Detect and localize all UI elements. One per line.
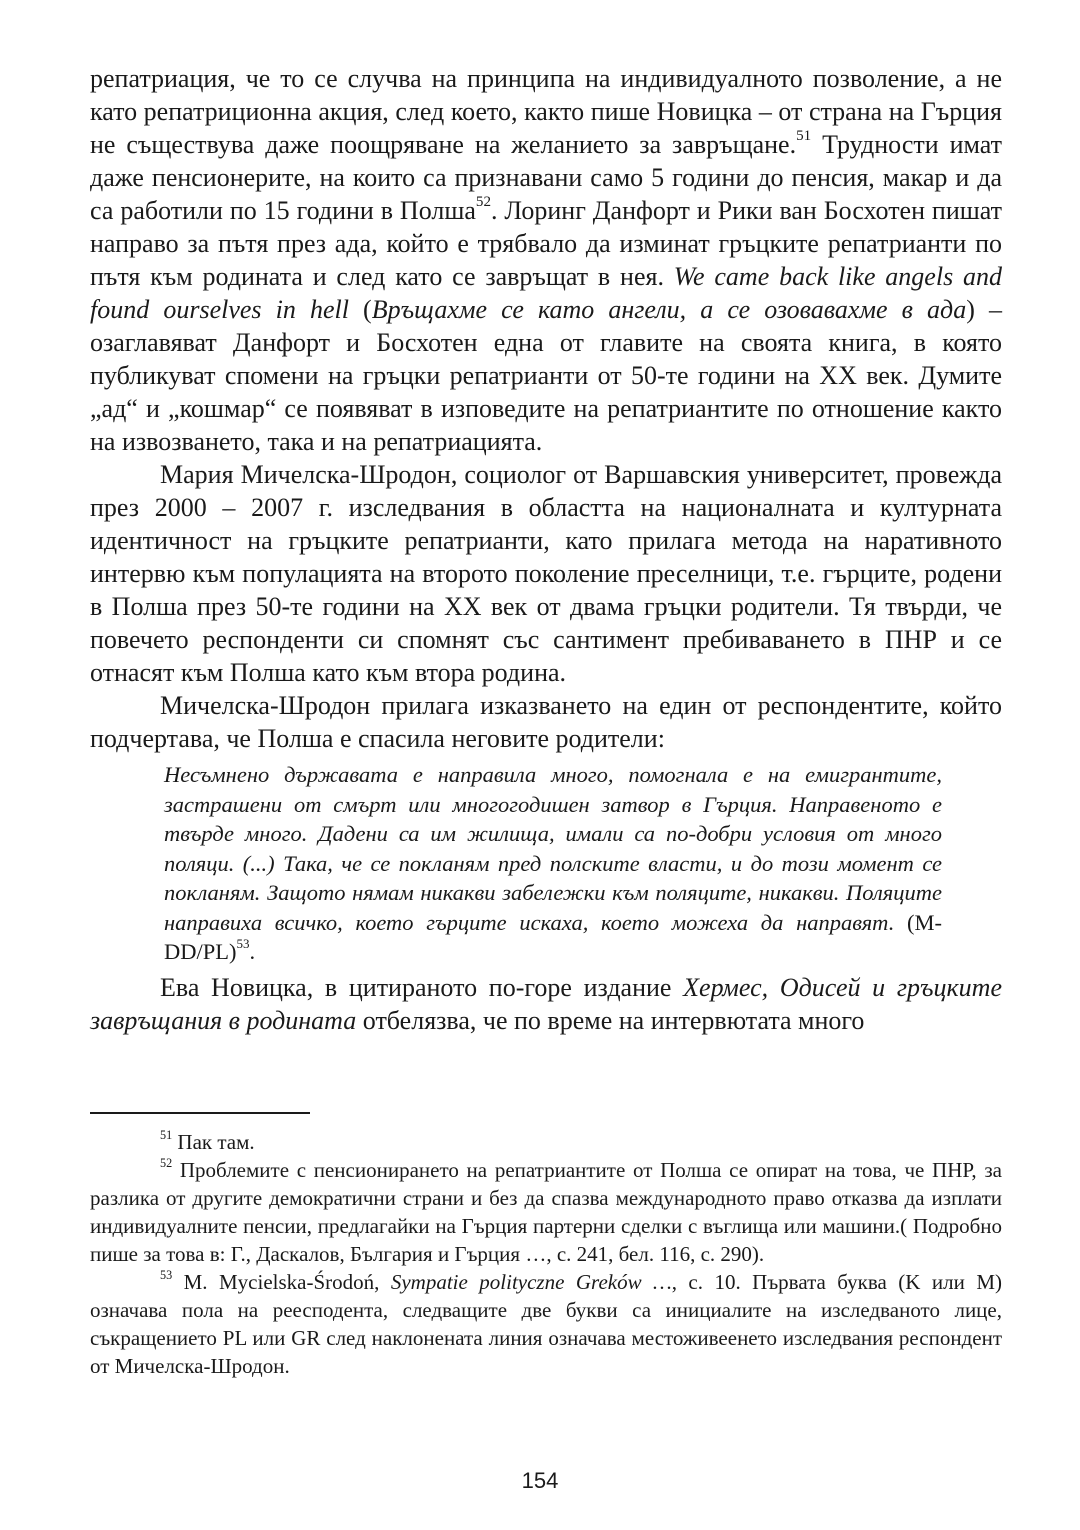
paragraph-2: Мария Мичелска-Шродон, социолог от Варшавския университет, провежда през 2000 – 2007 г. изследвания в областта на националната и културната идентичност на гръцките репатрианти, като прилага метода на наративното интервю към популацията на второто поколение преселници, т.е. гърците, родени в Полша през 50-те години на ХХ век от двама гръцки родители. Тя твърди, че повечето респонденти си спомнят със сантимент пребиваването в ПНР и се отнасят към Полша като към втора родина.	[90, 460, 1002, 687]
footnote-book-title: Sympatie polityczne Greków …	[390, 1270, 672, 1294]
paragraph-1-part-c: . Лоринг Данфорт и Рики ван Босхотен пишат направо за пътя през ада, който е трябвало да изминат гръцките репатрианти по пътя към родината и след като се завръщат в нея.	[90, 196, 1003, 291]
book-title-hermes: Хермес, Одисей и гръцките завръщания в родината	[90, 972, 1002, 1035]
paragraph-1-part-e: ) – озаглавяват Данфорт и Босхотен една от главите на своята книга, в която публикуват спомени на гръцки репатрианти от 50-те години на ХХ век. Думите „ад“ и „кошмар“ се появяват в изповедите на репатриантите по отношение както на извозването, така и на репатриацията.	[90, 295, 1002, 456]
footnote-number: 52	[160, 1155, 173, 1170]
block-quote	[164, 760, 942, 967]
footnote-number: 51	[160, 1127, 173, 1142]
footnote-number: 53	[160, 1267, 173, 1282]
footnote-52	[90, 1156, 1002, 1268]
paragraph-1-part-d: (	[348, 295, 372, 324]
block-quote-end: .	[249, 939, 256, 964]
paragraph-1	[90, 62, 1002, 458]
block-quote-text: Несъмнено държавата е направила много, помогнала е на емигрантите, застрашени от смърт или многогодишен затвор в Гърция. Направеното е твърде много. Дадени са им жилища, имали са по-добри условия от много поляци. (...) Така, че се покланям пред полските власти, и до този момент се покланям. Защото нямам никакви забележки към поляците, никакви. Поляците направиха всичко, което гърците искаха, което можеха да направят.	[164, 762, 942, 935]
paragraph-4-part-a: Ева Новицка, в цитираното по-горе издание	[160, 972, 684, 1002]
footnote-text-part-b: , с. 10. Първата буква (K или M) означава пола на реесподента, следващите две букви са инициалите на изследваното лице, съкращението PL или GR след наклонената линия означава местоживеенето изследвания респондент от Мичелска-Шродон.	[90, 1270, 1002, 1378]
book-chapter-title-bulgarian: Връщахме се като ангели, а се озовавахме в ада	[371, 295, 967, 324]
footnote-51	[90, 1128, 1002, 1156]
paragraph-1-part-b: Трудности имат даже пенсионерите, на които са признавани само 5 години до пенсия, макар и да са работили по 15 години в Полша	[90, 130, 1002, 225]
footnote-text: Пак там.	[172, 1130, 255, 1154]
footnote-separator	[90, 1112, 310, 1114]
page-number: 154	[521, 1468, 559, 1493]
footnote-text: Проблемите с пенсионирането на репатриантите от Полша се опират на това, че ПНР, за разлика от другите демократични страни и без да спазва международното право отказва да изплати индивидуалните пенсии, предлагайки на Гърция партерни сделки с въглища или машини.( Подробно пише за това в: Г., Даскалов, България и Гърция …, с. 241, бел. 116, с. 290).	[90, 1158, 1002, 1266]
footnotes	[90, 1128, 1002, 1380]
footnote-ref-53: 53	[236, 935, 250, 951]
paragraph-1-part-a: репатриация, че то се случва на принципа на индивидуалното позволение, а не като репатриционна акция, след което, както пише Новицка – от страна на Гърция не съществува даже поощряване на желанието за завръщане.	[90, 64, 1002, 159]
page-body	[90, 62, 1002, 1037]
paragraph-3: Мичелска-Шродон прилага изказването на един от респондентите, който подчертава, че Полша е спасила неговите родители:	[90, 691, 1002, 753]
paragraph-4-part-b: отбелязва, че по време на интервютата много	[356, 1005, 865, 1035]
respondent-code: (M-DD/PL)	[164, 909, 942, 964]
paragraph-4	[90, 971, 1002, 1037]
book-chapter-title-english: We came back like angels and found ourselves in hell	[90, 262, 1002, 324]
footnote-ref-52: 52	[475, 194, 491, 211]
footnote-ref-51: 51	[796, 128, 812, 145]
footnote-text-part-a: M. Mycielska-Środoń,	[172, 1270, 391, 1294]
footnote-53	[90, 1268, 1002, 1380]
